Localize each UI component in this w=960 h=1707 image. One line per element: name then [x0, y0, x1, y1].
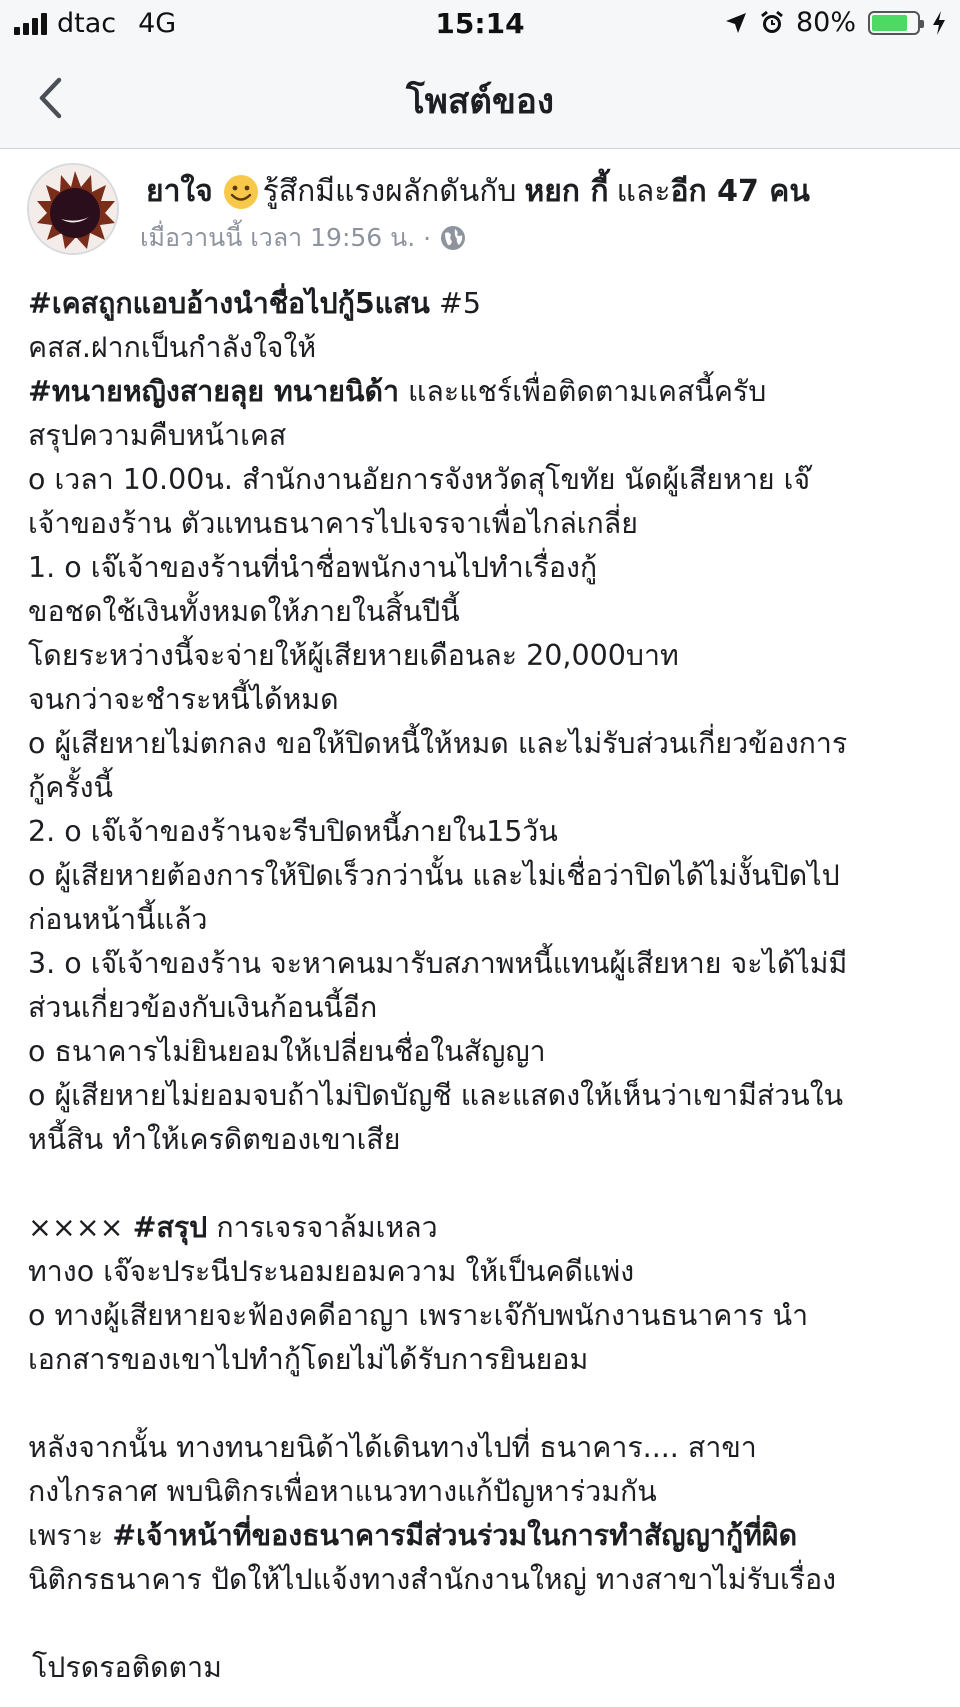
- and-text: และ: [616, 174, 671, 209]
- body-line: หลังจากนั้น ทางทนายนิด้าได้เดินทางไปที่ ธนาคาร.... สาขา: [28, 1431, 757, 1464]
- body-line: 1. o เจ๊เจ้าของร้านที่นำชื่อพนักงานไปทำเรื่องกู้: [28, 551, 598, 584]
- hashtag-link[interactable]: #เคสถูกแอบอ้างนำชื่อไปกู้5แสน: [28, 287, 430, 320]
- body-text: และแชร์เพื่อติดตามเคสนี้ครับ: [399, 375, 767, 408]
- smiling-face-icon: [223, 174, 259, 210]
- body-text: การเจรจาล้มเหลว: [207, 1211, 438, 1244]
- body-line: ขอชดใช้เงินทั้งหมดให้ภายในสิ้นปีนี้: [28, 595, 460, 628]
- tagged-others[interactable]: อีก 47 คน: [670, 174, 810, 209]
- body-line: [28, 1206, 938, 1250]
- author-line: [146, 168, 810, 215]
- hashtag-link[interactable]: #ทนายหญิงสายลุย ทนายนิด้า: [28, 375, 399, 408]
- location-arrow-icon: [724, 11, 748, 35]
- body-line: o ธนาคารไม่ยินยอมให้เปลี่ยนชื่อในสัญญา: [28, 1035, 546, 1068]
- carrier-name: dtac: [57, 8, 117, 39]
- body-line: เจ้าของร้าน ตัวแทนธนาคารไปเจรจาเพื่อไกล่เกลี่ย: [28, 507, 638, 540]
- charging-bolt-icon: [932, 11, 946, 35]
- body-text: ××××: [28, 1211, 133, 1244]
- body-line: 3. o เจ๊เจ้าของร้าน จะหาคนมารับสภาพหนี้แทนผู้เสียหาย จะได้ไม่มี: [28, 947, 848, 980]
- hashtag-link[interactable]: #สรุป: [132, 1211, 208, 1244]
- battery-percentage: 80%: [795, 7, 856, 38]
- avatar-image: [29, 165, 119, 255]
- body-line: โปรดรอติดตาม: [32, 1651, 222, 1684]
- body-line: o ผู้เสียหายต้องการให้ปิดเร็วกว่านั้น และไม่เชื่อว่าปิดได้ไม่งั้นปิดไป: [28, 859, 840, 892]
- body-line: ส่วนเกี่ยวข้องกับเงินก้อนนี้อีก: [28, 991, 378, 1024]
- page-title: โพสต์ของ: [406, 82, 554, 122]
- body-text: #5: [429, 287, 481, 320]
- body-line: กงไกรลาศ พบนิติกรเพื่อหาแนวทางแก้ปัญหาร่วมกัน: [28, 1475, 657, 1508]
- blank-line: [28, 1162, 938, 1206]
- body-line: นิติกรธนาคาร ปัดให้ไปแจ้งทางสำนักงานใหญ่ ทางสาขาไม่รับเรื่อง: [28, 1563, 837, 1596]
- blank-line: [28, 1382, 938, 1426]
- body-line: โดยระหว่างนี้จะจ่ายให้ผู้เสียหายเดือนละ 20,000บาท: [28, 639, 679, 672]
- body-line: เอกสารของเขาไปทำกู้โดยไม่ได้รับการยินยอม: [28, 1343, 589, 1376]
- author-name[interactable]: ยาใจ: [146, 174, 213, 209]
- body-line: ทางo เจ๊จะประนีประนอมยอมความ ให้เป็นคดีแพ่ง: [28, 1255, 635, 1288]
- status-right: [724, 7, 946, 38]
- blank-line: [28, 1602, 938, 1646]
- post-header: [0, 150, 960, 260]
- body-line: คสส.ฝากเป็นกำลังใจให้: [28, 331, 317, 364]
- body-line: สรุปความคืบหน้าเคส: [28, 419, 287, 452]
- body-line: [28, 1514, 938, 1558]
- tagged-user[interactable]: หยก กี้: [524, 174, 609, 209]
- body-line: o ทางผู้เสียหายจะฟ้องคดีอาญา เพราะเจ๊กับพนักงานธนาคาร นำ: [28, 1299, 809, 1332]
- body-line: [28, 282, 938, 326]
- body-text: เพราะ: [28, 1519, 113, 1552]
- avatar[interactable]: [27, 163, 119, 255]
- navigation-bar: [0, 48, 960, 149]
- body-line: หนี้สิน ทำให้เครดิตของเขาเสีย: [28, 1123, 401, 1156]
- post-meta: เมื่อวานนี้ เวลา 19:56 น. ·: [140, 218, 467, 258]
- body-line: o เวลา 10.00น. สำนักงานอัยการจังหวัดสุโขทัย นัดผู้เสียหาย เจ๊: [28, 463, 811, 496]
- hashtag-link[interactable]: #เจ้าหน้าที่ของธนาคารมีส่วนร่วมในการทำสัญญากู้ที่ผิด: [112, 1519, 798, 1552]
- body-line: จนกว่าจะชำระหนี้ได้หมด: [28, 683, 339, 716]
- post-body: [28, 282, 938, 1690]
- alarm-clock-icon: [760, 10, 784, 36]
- body-line: o ผู้เสียหายไม่ตกลง ขอให้ปิดหนี้ให้หมด และไม่รับส่วนเกี่ยวข้องการ: [28, 727, 848, 760]
- globe-icon: [439, 224, 467, 252]
- body-line: 2. o เจ๊เจ้าของร้านจะรีบปิดหนี้ภายใน15วัน: [28, 815, 558, 848]
- body-line: กู้ครั้งนี้: [28, 771, 114, 804]
- body-line: [28, 370, 938, 414]
- battery-icon: [868, 11, 920, 35]
- battery-fill: [872, 15, 907, 31]
- status-bar: [0, 0, 960, 48]
- body-line: o ผู้เสียหายไม่ยอมจบถ้าไม่ปิดบัญชี และแสดงให้เห็นว่าเขามีส่วนใน: [28, 1079, 844, 1112]
- post-timestamp[interactable]: เมื่อวานนี้ เวลา 19:56 น.: [140, 223, 416, 252]
- clock: 15:14: [435, 7, 525, 40]
- body-line: ก่อนหน้านี้แล้ว: [28, 903, 208, 936]
- network-type: 4G: [138, 8, 177, 39]
- feeling-text: รู้สึกมีแรงผลักดันกับ: [262, 174, 517, 209]
